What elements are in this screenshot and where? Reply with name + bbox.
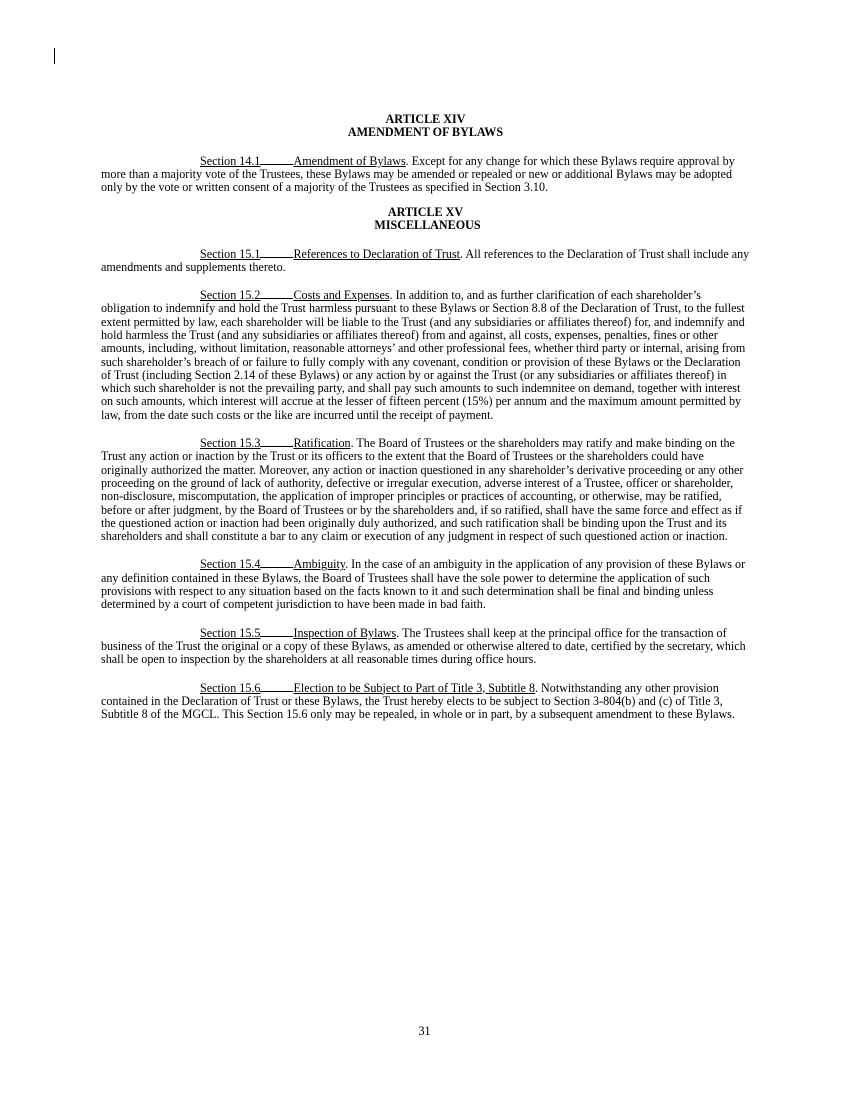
section-title: Ratification: [293, 436, 351, 451]
article-xv-title: MISCELLANEOUS: [374, 218, 481, 233]
article-xiv-heading: [101, 113, 750, 140]
section-15-2: [101, 288, 750, 422]
document-page: [101, 113, 750, 721]
section-number: Section 14.1: [200, 153, 261, 168]
article-xv-heading: [101, 206, 750, 233]
section-number: Section 15.4: [200, 557, 261, 572]
section-title: Ambiguity: [293, 557, 346, 572]
section-number-rule: [260, 626, 293, 637]
section-number-rule: [260, 288, 293, 299]
section-title: Election to be Subject to Part of Title 3, Subtitle 8: [293, 680, 535, 695]
section-15-4: [101, 557, 750, 611]
section-15-1: [101, 247, 750, 275]
section-number: Section 15.3: [200, 436, 261, 451]
section-number-rule: [260, 557, 293, 568]
article-xiv-title: AMENDMENT OF BYLAWS: [347, 125, 504, 140]
section-title: References to Declaration of Trust: [293, 246, 461, 261]
section-body: . In addition to, and as further clarification of each shareholder’s obligation to indemnify and hold the Trust harmless pursuant to these Bylaws or Section 8.8 of the Declaration of Trust, to the fullest extent permitted by law, each shareholder will be liable to the Trust (and any subsidiaries or affiliates thereof) for, and indemnify and hold harmless the Trust (and any subsidiaries or affiliates thereof) from and against, all costs, expenses, penalties, fines or other amounts, including, without limitation, reasonable attorneys’ and other professional fees, whether third party or internal, arising from such shareholder’s breach of or failure to fully comply with any covenant, condition or provision of these Bylaws or the Declaration of Trust (including Section 2.14 of these Bylaws) or any action by or against the Trust (or any subsidiaries or affiliates thereof) in which such shareholder is not the prevailing party, and shall pay such amounts to such indemnitee on demand, together with interest on such amounts, which interest will accrue at the lesser of fifteen percent (15%) per annum and the maximum amount permitted by law, from the date such costs or the like are incurred until the receipt of payment.: [101, 288, 746, 422]
section-body: . Notwithstanding any other provision contained in the Declaration of Trust or these Bylaws, the Trust hereby elects to be subject to Section 3-804(b) and (c) of Title 3, Subtitle 8 of the MGCL. This Section 15.6 only may be repealed, in whole or in part, by a subsequent amendment to these Bylaws.: [101, 680, 735, 722]
section-number-rule: [260, 436, 293, 447]
revision-bar: [54, 48, 55, 64]
section-number-rule: [260, 247, 293, 258]
section-number: Section 15.1: [200, 246, 261, 261]
page-number: 31: [418, 1024, 431, 1038]
section-number: Section 15.5: [200, 625, 261, 640]
section-title: Inspection of Bylaws: [293, 625, 397, 640]
section-body: . The Board of Trustees or the shareholders may ratify and make binding on the Trust any action or inaction by the Trust or its officers to the extent that the Board of Trustees or the shareholders could have originally authorized the matter. Moreover, any action or inaction questioned in any shareholder’s derivative proceeding or any other proceeding on the ground of lack of authority, defective or irregular execution, adverse interest of a Trustee, officer or shareholder, non-disclosure, miscomputation, the application of improper principles or practices of accounting, or otherwise, may be ratified, before or after judgment, by the Board of Trustees or by the shareholders and, if so ratified, shall have the same force and effect as if the questioned action or inaction had been originally duly authorized, and such ratification shall be binding upon the Trust and its shareholders and shall constitute a bar to any claim or execution of any judgment in respect of such questioned action or inaction.: [101, 436, 744, 544]
section-body: . The Trustees shall keep at the principal office for the transaction of business of the Trust the original or a copy of these Bylaws, as amended or otherwise altered to date, certified by the secretary, which shall be open to inspection by the shareholders at all reasonable times during office hours.: [101, 625, 746, 667]
section-number: Section 15.6: [200, 680, 261, 695]
section-number-rule: [260, 681, 293, 692]
section-14-1: [101, 154, 750, 195]
section-15-5: [101, 626, 750, 667]
section-body: . In the case of an ambiguity in the application of any provision of these Bylaws or any definition contained in these Bylaws, the Board of Trustees shall have the sole power to determine the application of such provisions with respect to any situation based on the facts known to it and such determination shall be final and binding unless determined by a court of competent jurisdiction to have been made in bad faith.: [101, 557, 746, 612]
article-xv-number: ARTICLE XV: [387, 204, 464, 219]
section-body: . All references to the Declaration of Trust shall include any amendments and supplements thereto.: [101, 246, 750, 274]
section-15-6: [101, 681, 750, 722]
article-xiv-number: ARTICLE XIV: [385, 112, 466, 126]
section-body: . Except for any change for which these Bylaws require approval by more than a majority vote of the Trustees, these Bylaws may be amended or repealed or new or additional Bylaws may be adopted only by the vote or written consent of a majority of the Trustees as specified in Section 3.10.: [101, 153, 735, 195]
section-number: Section 15.2: [200, 288, 261, 303]
section-15-3: [101, 436, 750, 543]
section-title: Costs and Expenses: [293, 288, 390, 303]
section-title: Amendment of Bylaws: [293, 153, 406, 168]
section-number-rule: [260, 154, 293, 165]
